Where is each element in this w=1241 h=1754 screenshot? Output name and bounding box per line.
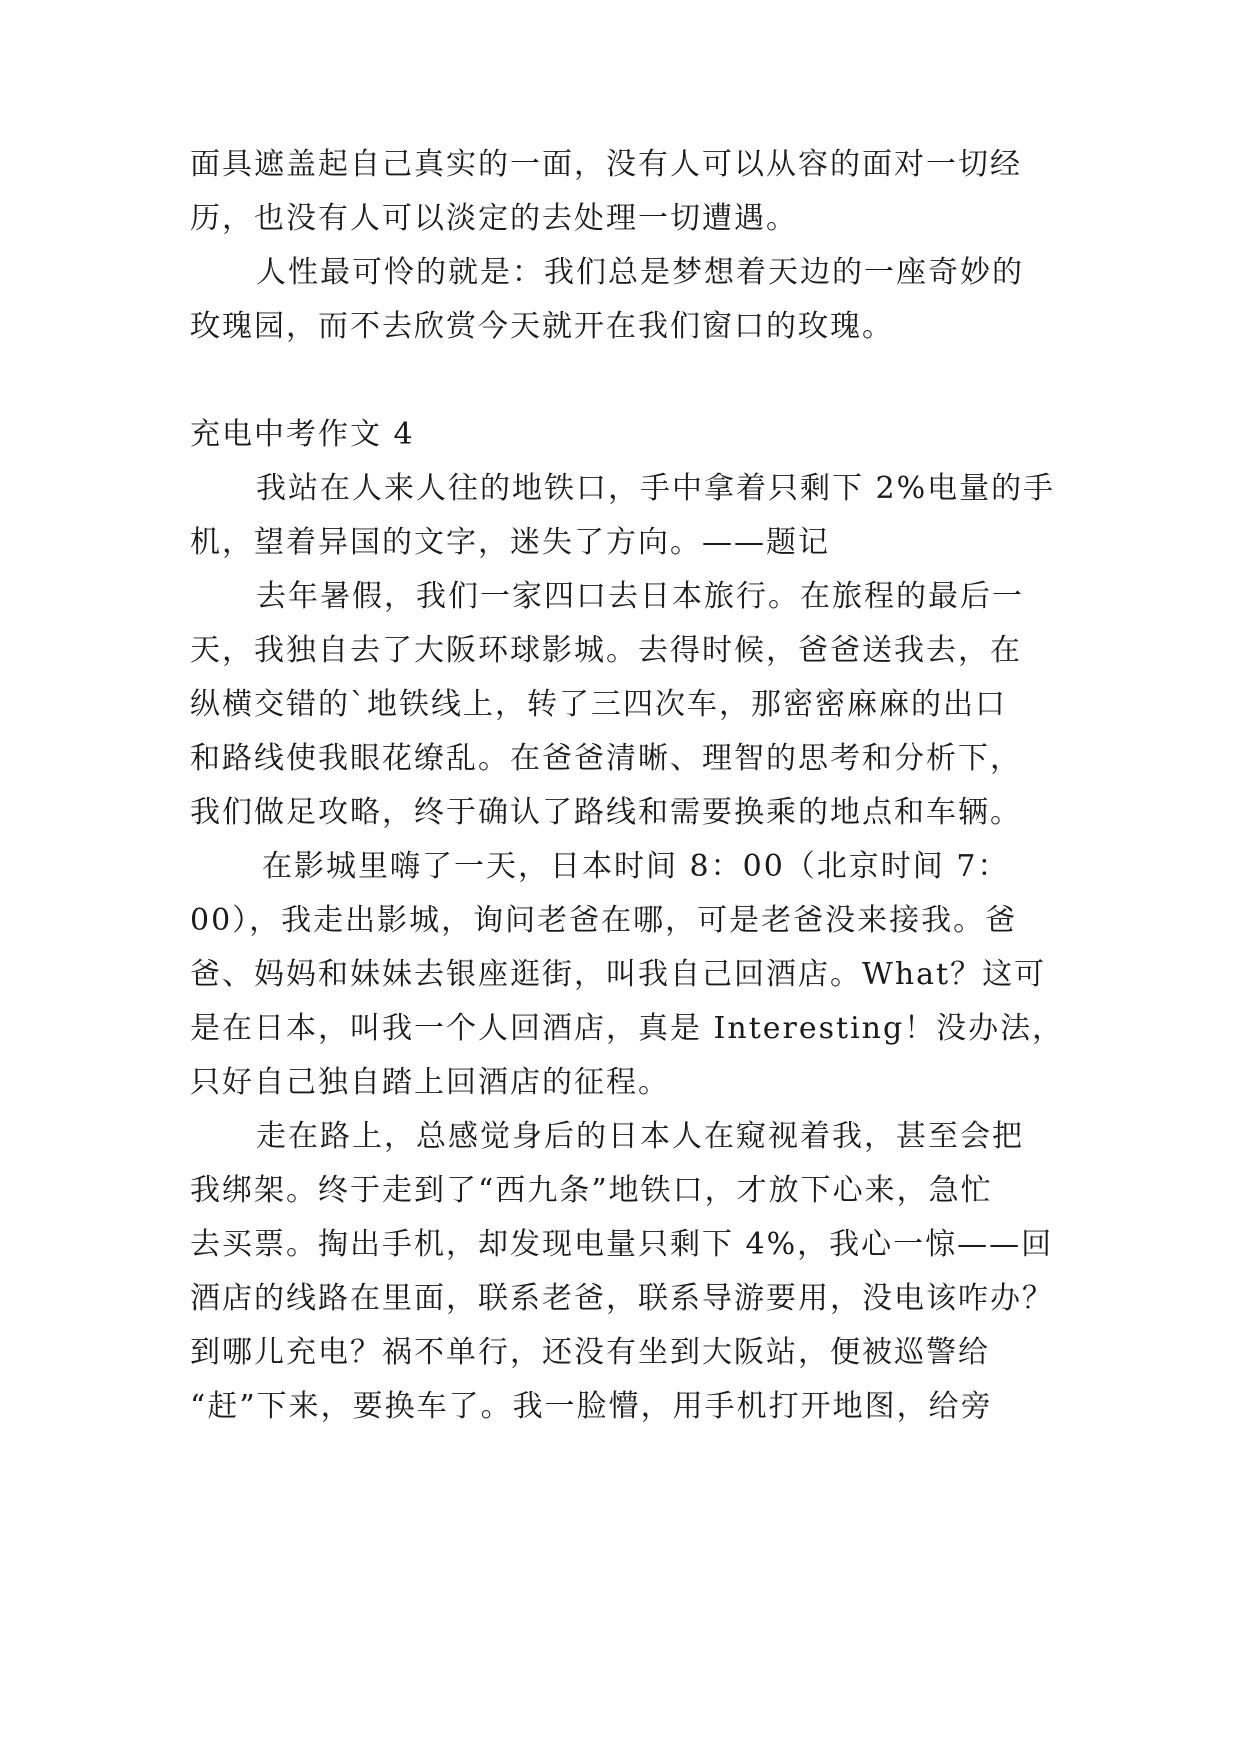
paragraph-line: “赶”下来，要换车了。我一脸懵，用手机打开地图，给旁 [190,1389,993,1424]
paragraph-line: 和路线使我眼花缭乱。在爸爸清晰、理智的思考和分析下， [190,741,1022,776]
paragraph-line: 酒店的线路在里面，联系老爸，联系导游要用，没电该咋办？ [190,1281,1054,1316]
paragraph-line: 00），我走出影城，询问老爸在哪，可是老爸没来接我。爸 [190,903,1018,938]
section-heading: 充电中考作文 4 [190,417,415,452]
paragraph-line: 我站在人来人往的地铁口，手中拿着只剩下 2%电量的手 [256,471,1056,506]
paragraph-line: 在影城里嗨了一天，日本时间 8：00（北京时间 7： [262,849,1010,884]
paragraph-line: 去买票。掏出手机，却发现电量只剩下 4%，我心一惊——回 [190,1227,1054,1262]
paragraph-line: 历，也没有人可以淡定的去处理一切遭遇。 [190,201,798,236]
paragraph-line: 去年暑假，我们一家四口去日本旅行。在旅程的最后一 [256,579,1024,614]
paragraph-line: 只好自己独自踏上回酒店的征程。 [190,1065,670,1100]
paragraph-line: 机，望着异国的文字，迷失了方向。——题记 [190,525,830,560]
paragraph-line: 纵横交错的`地铁线上，转了三四次车，那密密麻麻的出口 [190,687,1007,722]
paragraph-line: 天，我独自去了大阪环球影城。去得时候，爸爸送我去，在 [190,633,1022,668]
paragraph-line: 是在日本，叫我一个人回酒店，真是 Interesting！没办法， [190,1011,1065,1046]
paragraph-line: 面具遮盖起自己真实的一面，没有人可以从容的面对一切经 [190,147,1022,182]
paragraph-line: 爸、妈妈和妹妹去银座逛街，叫我自己回酒店。What？这可 [190,957,1047,992]
paragraph-line: 玫瑰园，而不去欣赏今天就开在我们窗口的玫瑰。 [190,309,894,344]
paragraph-line: 我绑架。终于走到了“西九条”地铁口，才放下心来，急忙 [190,1173,993,1208]
paragraph-line: 我们做足攻略，终于确认了路线和需要换乘的地点和车辆。 [190,795,1022,830]
paragraph-line: 人性最可怜的就是：我们总是梦想着天边的一座奇妙的 [256,255,1024,290]
paragraph-line: 走在路上，总感觉身后的日本人在窥视着我，甚至会把 [256,1119,1024,1154]
paragraph-line: 到哪儿充电？祸不单行，还没有坐到大阪站，便被巡警给 [190,1335,990,1370]
